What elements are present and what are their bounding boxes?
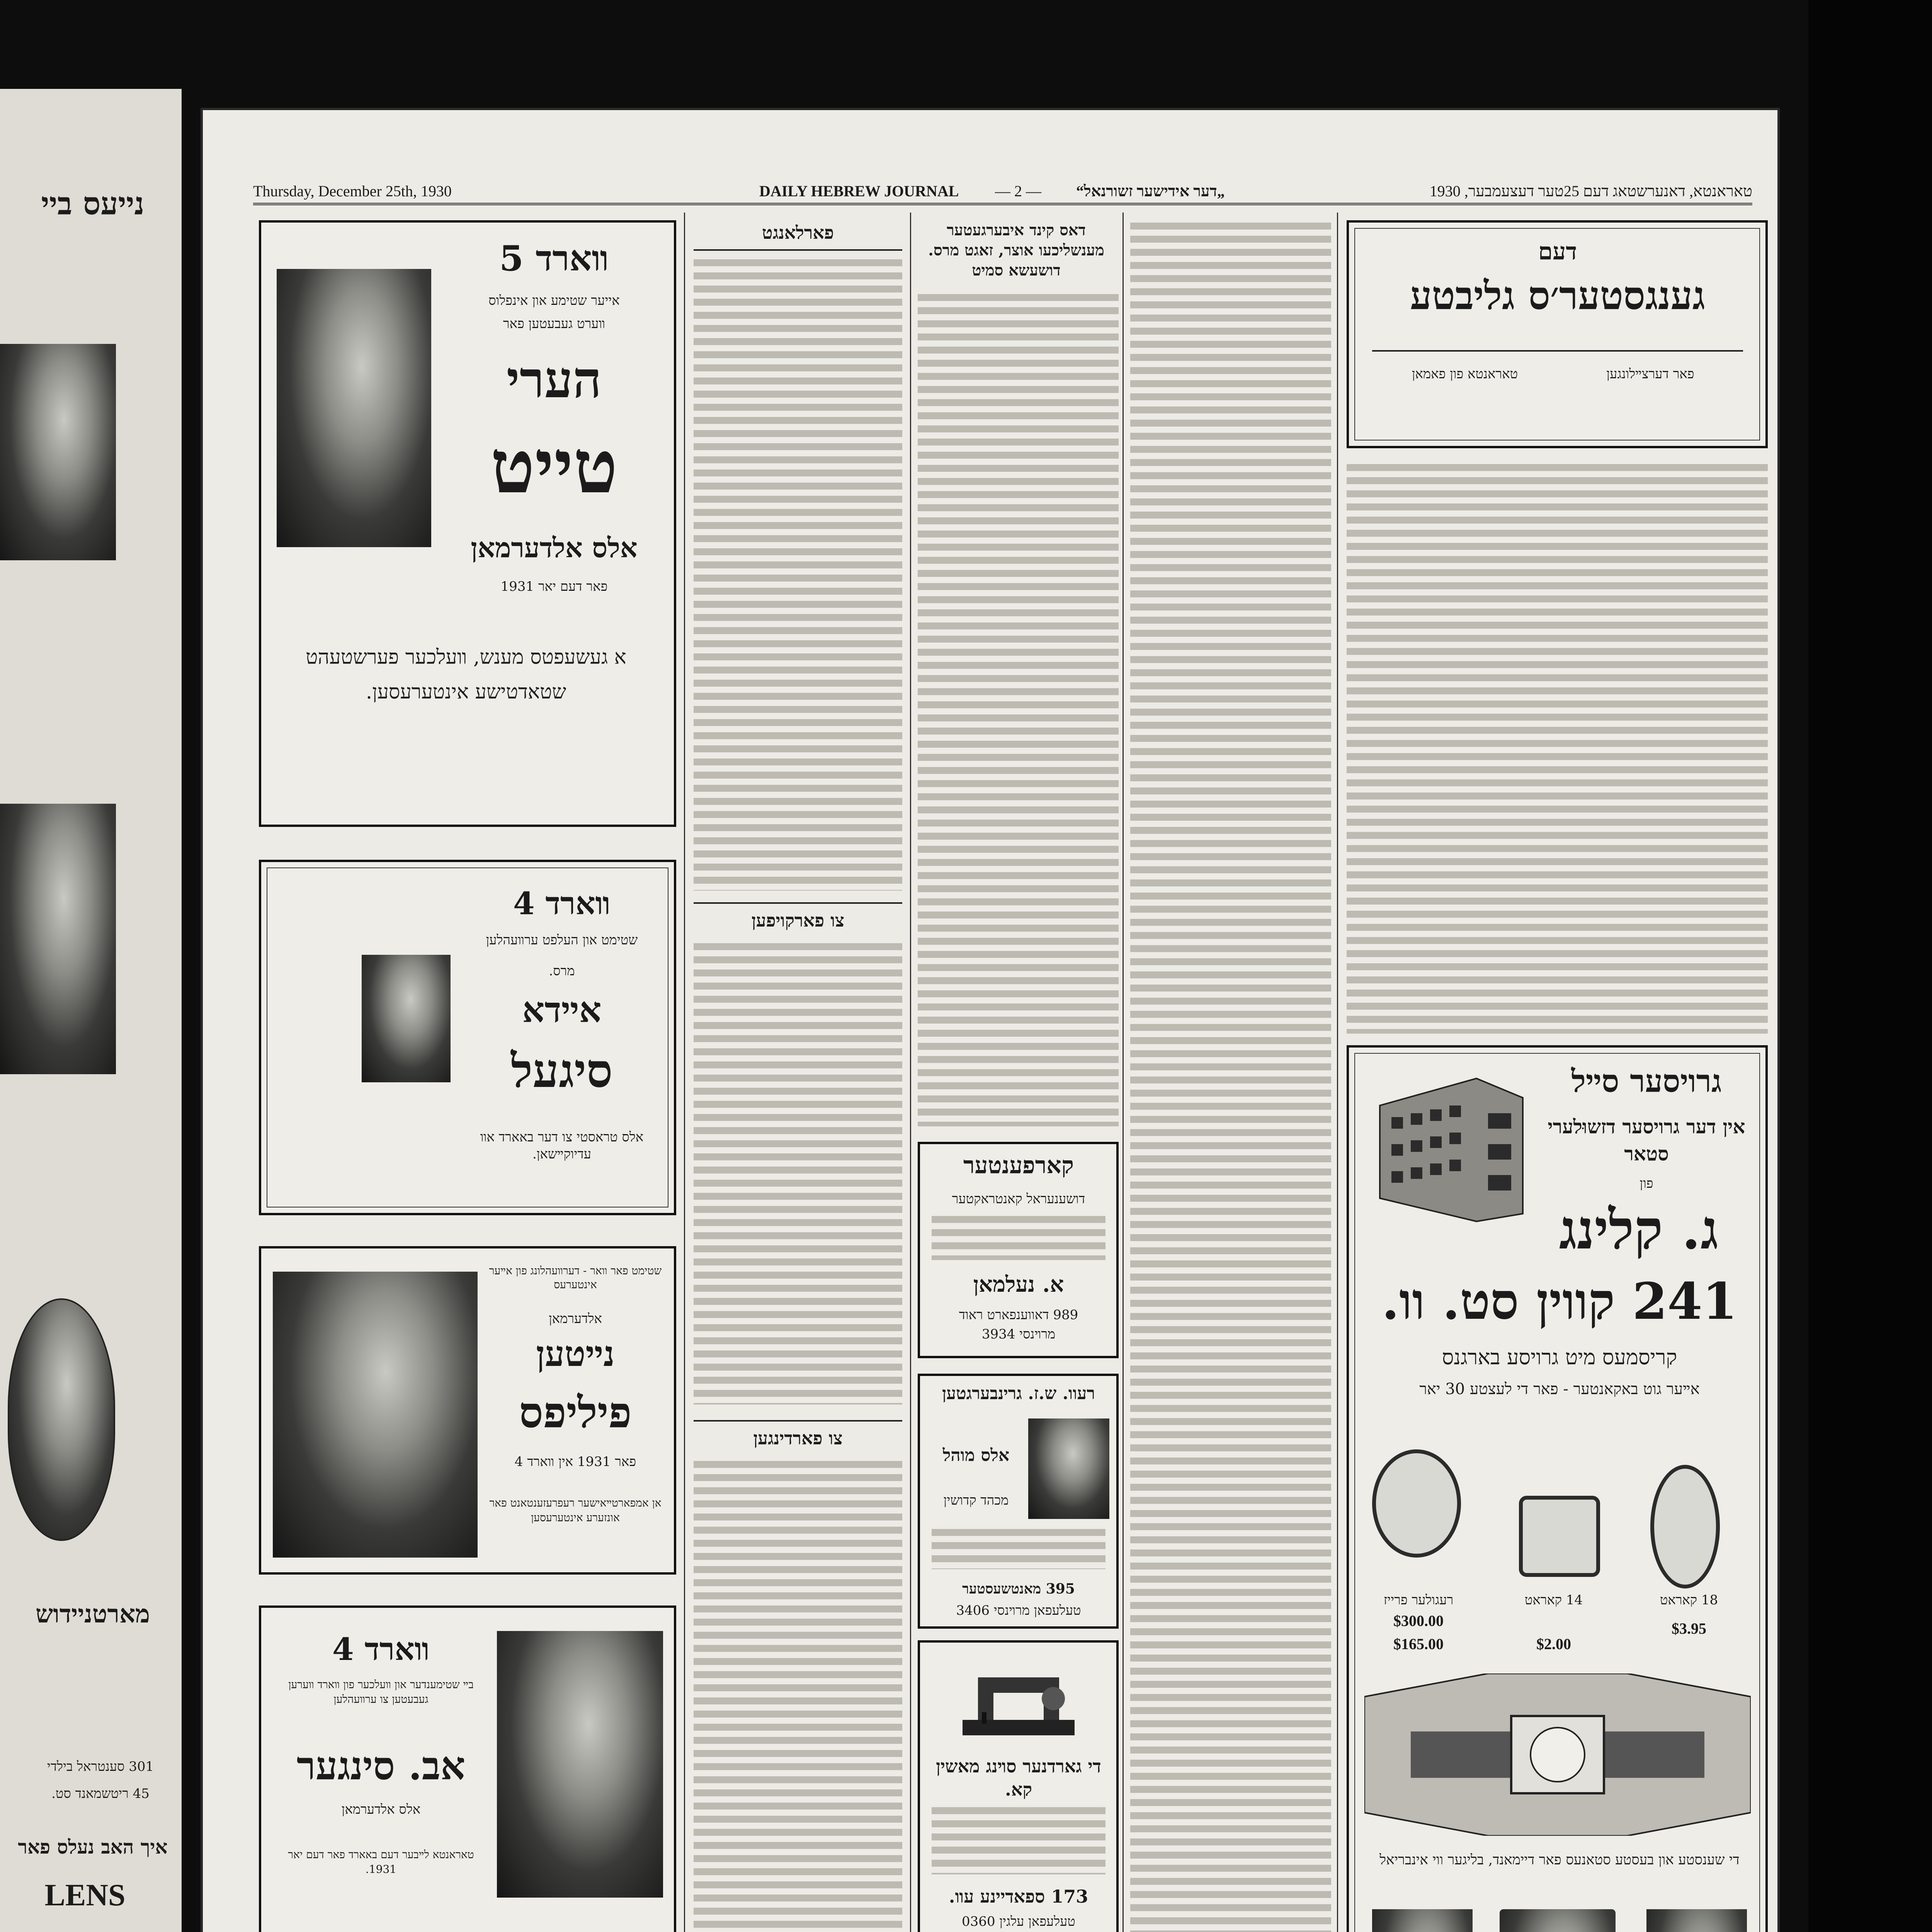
candidate-name: אב. סינגער (296, 1743, 466, 1789)
prev-addr-2: 45 ריטשמאנד סט. (51, 1786, 150, 1801)
column-rule (1337, 213, 1338, 1932)
price-value: $2.00 (1536, 1635, 1571, 1653)
prev-photo-3 (8, 1298, 115, 1541)
ward-label: װארד 5 (499, 238, 609, 279)
ad-phone: טעלעפאן מרױנסי 3406 (956, 1603, 1081, 1618)
ad-head: גרויסער סײל (1571, 1063, 1722, 1099)
portrait-photo (273, 1272, 478, 1558)
prev-photo-1 (0, 344, 116, 560)
ad-subtitle: שטימט און העלפט ערװעהלען (486, 932, 638, 948)
divider (694, 1420, 902, 1422)
prev-photo-2 (0, 804, 116, 1074)
banner-right: פאר דערצײלונגען (1606, 366, 1694, 382)
ad-phone: מרױנסי 3934 (981, 1327, 1056, 1342)
classified-text (694, 941, 902, 1405)
ad-subtitle: בײ שטימענדער און װעלכער פון װארד װערען געבעטען צו ערװעהלען (288, 1678, 474, 1706)
portrait-photo (1028, 1418, 1109, 1519)
ad-top-line: שטימט פאר װאר - דערװעהלונג פון אײער אינטערעס (489, 1264, 662, 1291)
price-value: $3.95 (1672, 1620, 1706, 1637)
classified-heading: צו פארדינגען (753, 1428, 843, 1449)
watch-photo (1372, 1909, 1473, 1932)
ad-address: 173 ספאדיינע עװ. (949, 1886, 1088, 1907)
candidate-last-name: סיגעל (511, 1044, 613, 1098)
divider (1372, 350, 1743, 352)
price-label: 18 קאראט (1660, 1592, 1718, 1608)
ad-address: 989 דאווענפארט ראוד (959, 1307, 1078, 1323)
prev-ad-head: מארטניידוש (36, 1600, 150, 1629)
story-text (1130, 220, 1331, 1932)
divider (694, 249, 902, 251)
candidate-office: אלס אלדערמאן (341, 1802, 421, 1817)
prev-addr-1: 301 סענטראל בילדי (47, 1759, 154, 1774)
ring-icon (1650, 1465, 1720, 1588)
banner-small: דעם (1538, 238, 1577, 265)
classified-heading: פארלאנגט (762, 222, 834, 243)
newspaper-page (203, 110, 1777, 1932)
masthead (253, 180, 1752, 205)
banner-title: גענגסטער׳ס גליבטע (1410, 273, 1706, 318)
classified-text (694, 1459, 902, 1932)
candidate-first-name: אײדא (522, 990, 602, 1031)
portrait-photo (497, 1631, 663, 1898)
candidate-title: מרס. (549, 963, 575, 979)
portrait-photo (362, 955, 451, 1082)
ad-harry-tait (259, 220, 676, 827)
portrait-photo (277, 269, 431, 547)
ad-ida-siegel (259, 860, 676, 1215)
ad-text (932, 1805, 1105, 1874)
box-photo (1500, 1909, 1616, 1932)
ad-name: א. נעלמאן (973, 1272, 1064, 1297)
ad-ab-singer (259, 1605, 676, 1932)
ad-address: 395 מאנטשעסטער (962, 1581, 1075, 1597)
article-headline: דאס קינד איבערגעטער מענשליכעו אוצר, זאגט מרס. דושעשא סמיט (928, 221, 1104, 279)
ad-head: קארפענטער (963, 1152, 1074, 1179)
column-rule (684, 213, 685, 1932)
article-body (918, 292, 1119, 1126)
ad-footer: אלס טראסטי צו דער באארד אװ עדיוקײשאן. (480, 1129, 644, 1162)
ward-label: װארד 4 (332, 1631, 430, 1667)
candidate-year: פאר 1931 אין װארד 4 (514, 1454, 636, 1469)
candidate-office: אלדערמאן (549, 1311, 602, 1327)
prev-lens: LENS (44, 1878, 126, 1912)
column-rule (910, 213, 911, 1932)
ad-head: רעוו. ש.ז. גרינבערגטען (942, 1384, 1095, 1403)
price-label: רעגולער פרייז (1383, 1592, 1454, 1608)
ad-sub: דושענעראל קאנטראקטער (952, 1191, 1085, 1207)
paper-name-yiddish: „דער אידישער זשורנאל“ (1076, 182, 1225, 200)
prev-lens-head: איך האב נעלס פאר (18, 1835, 168, 1858)
candidate-office: אלס אלדערמאן (471, 532, 638, 564)
paper-name-english: DAILY HEBREW JOURNAL (759, 182, 959, 200)
candidate-last-name: פיליפס (519, 1388, 632, 1437)
ad-line: אײער גוט באקאנטער - פאר די לעצטע 30 יאר (1419, 1380, 1700, 1398)
ring-icon (1372, 1449, 1461, 1558)
candidate-last-name: טייט (490, 423, 618, 510)
price-value: $300.00 (1393, 1612, 1444, 1629)
ad-sub: אין דער גרויסער דזשוּלערי סטאר (1548, 1115, 1745, 1165)
watch-photo (1646, 1909, 1747, 1932)
serial-text (1347, 462, 1768, 1034)
ad-head: די גארדנער סױנג מאשין קא. (936, 1756, 1101, 1800)
column-rule (1122, 213, 1124, 1932)
ad-slogan: א געשעפטס מענש, װעלכער פערשטעהט שטאדטישע אינטערעסען. (306, 646, 626, 704)
watch-caption: די שענסטע און בעסטע סטאנעס פאר דיימאנד, בליגער ווי אינבריאל (1379, 1852, 1740, 1868)
store-name: ג. קלינג (1559, 1198, 1719, 1262)
ward-label: װארד 4 (513, 885, 611, 922)
banner-left: טאראנטא פון פאמאן (1412, 366, 1518, 382)
ad-text (932, 1214, 1105, 1260)
ad-line: קריסמעס מיט גרויסע בארגנס (1442, 1345, 1677, 1369)
candidate-year: פאר דעם יאר 1931 (500, 579, 608, 594)
price-label: 14 קאראט (1524, 1592, 1583, 1608)
store-building-icon (1364, 1063, 1531, 1225)
ad-footer: טאראנטא לײבער דעם באארד פאר דעם יאר 1931. (288, 1848, 474, 1876)
ad-sewing-machine (918, 1640, 1119, 1932)
candidate-first-name: נײטען (536, 1333, 615, 1374)
scanner-edge (1808, 0, 1932, 1932)
candidate-first-name: הערי (506, 350, 602, 409)
ring-icon (1519, 1496, 1600, 1577)
previous-page-strip (0, 89, 182, 1932)
wristwatch-icon (1364, 1673, 1751, 1836)
ad-role: אלס מוהל (942, 1446, 1010, 1465)
ad-nathan-phillips (259, 1246, 676, 1575)
classified-heading: צו פארקויפען (751, 910, 845, 931)
ad-mohel (918, 1374, 1119, 1629)
price-value: $165.00 (1393, 1635, 1444, 1653)
store-address: 241 קווין סט. וו. (1382, 1272, 1737, 1331)
classified-text (694, 257, 902, 891)
divider (694, 902, 902, 904)
ad-g-kling (1347, 1045, 1768, 1932)
ad-sub: מכהד קדושין (943, 1493, 1009, 1508)
ad-subtitle: װערט געבעטען פאר (503, 316, 605, 332)
ad-phone: טעלעפאן עלגין 0360 (962, 1914, 1075, 1929)
ad-footer: אן אמפארטײאישער רעפרעזענטאנט פאר אונזערע אינטערעסען (489, 1497, 662, 1524)
ad-of: פון (1639, 1176, 1653, 1191)
date-yiddish: טאראנטא, דאנערשטאג דעם 25טער דעצעמבער, 1930 (1429, 182, 1752, 200)
serial-banner (1347, 220, 1768, 448)
ad-carpenter (918, 1142, 1119, 1358)
ad-text (932, 1527, 1105, 1569)
ad-subtitle: אייער שטימע און אינפלוס (488, 293, 620, 308)
page-number: — 2 — (995, 182, 1041, 200)
date-english: Thursday, December 25th, 1930 (253, 182, 452, 200)
prev-headline: נייעס ביי (41, 185, 145, 222)
sewing-machine-icon (955, 1654, 1082, 1747)
